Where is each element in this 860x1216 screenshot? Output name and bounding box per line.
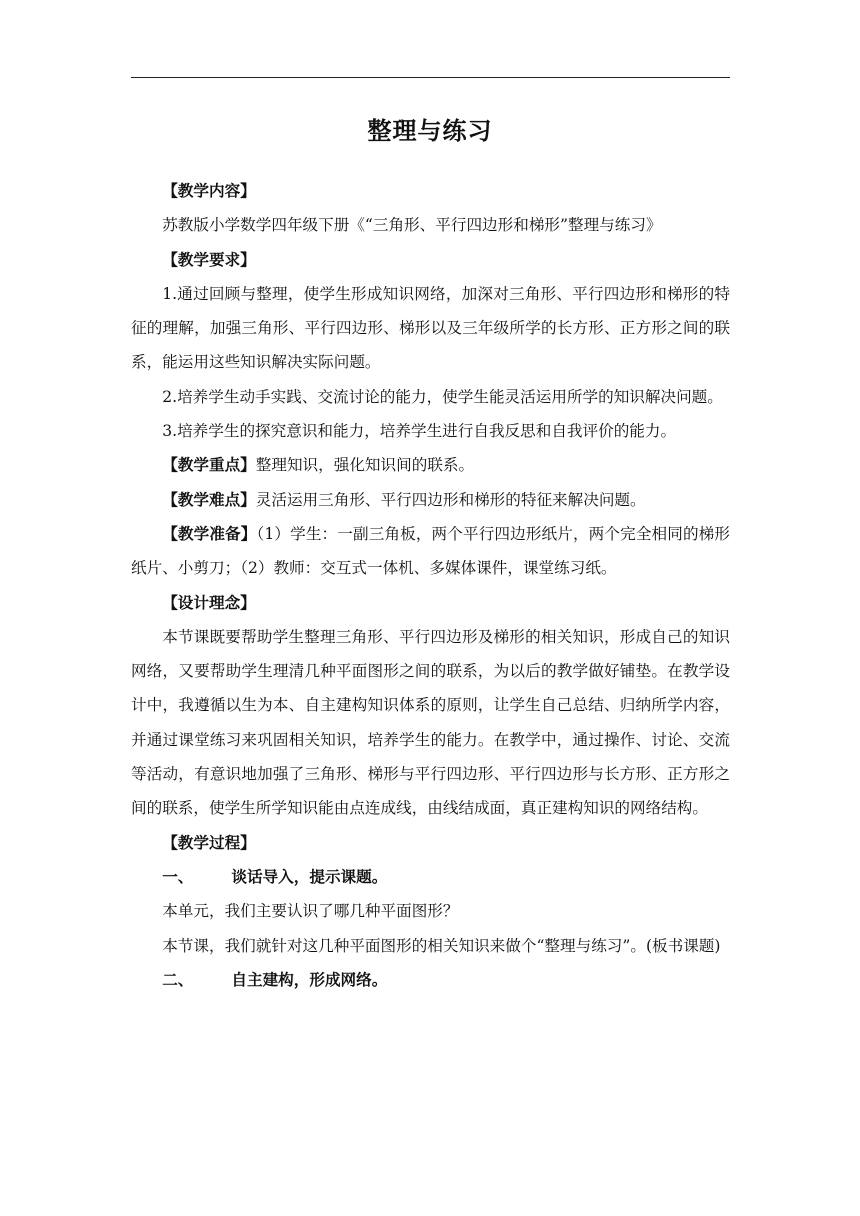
heading-design-concept: 【设计理念】 bbox=[162, 592, 256, 612]
paragraph-teaching-content: 苏教版小学数学四年级下册《“三角形、平行四边形和梯形”整理与练习》 bbox=[162, 216, 662, 235]
header-rule bbox=[131, 77, 730, 78]
step-2-heading bbox=[131, 963, 730, 997]
paragraph-preparation bbox=[131, 517, 730, 586]
preparation-text: （1）学生：一副三角板，两个平行四边形纸片，两个完全相同的梯形纸片、小剪刀；（2）教师：交互式一体机、多媒体课件，课堂练习纸。 bbox=[131, 524, 730, 578]
step-1-paragraph-1: 本单元，我们主要认识了哪几种平面图形？ bbox=[162, 902, 459, 921]
paragraph-difficulty bbox=[131, 483, 730, 517]
requirement-2: 2.培养学生动手实践、交流讨论的能力，使学生能灵活运用所学的知识解决问题。 bbox=[162, 387, 723, 406]
heading-preparation: 【教学准备】 bbox=[162, 523, 257, 543]
paragraph-design-concept: 本节课既要帮助学生整理三角形、平行四边形及梯形的相关知识，形成自己的知识网络，又要帮助学生理清几种平面图形之间的联系，为以后的教学做好铺垫。在教学设计中，我遵循以生为本、自主建构知识体系的原则，让学生自己总结、归纳所学内容，并通过课堂练习来巩固相关知识，培养学生的能力。在教学中，通过操作、讨论、交流等活动，有意识地加强了三角形、梯形与平行四边形、平行四边形与长方形、正方形之间的联系，使学生所学知识能由点连成线，由线结成面，真正建构知识的网络结构。 bbox=[131, 627, 730, 818]
document-body bbox=[131, 174, 730, 997]
heading-difficulty: 【教学难点】 bbox=[162, 489, 256, 509]
difficulty-text: 灵活运用三角形、平行四边形和梯形的特征来解决问题。 bbox=[255, 490, 646, 509]
step-1-number: 一、 bbox=[162, 866, 194, 886]
page-title: 整理与练习 bbox=[367, 116, 493, 145]
requirement-1: 1.通过回顾与整理，使学生形成知识网络，加深对三角形、平行四边形和梯形的特征的理解，加强三角形、平行四边形、梯形以及三年级所学的长方形、正方形之间的联系，能运用这些知识解决实际问题。 bbox=[131, 284, 730, 372]
step-2-title: 自主建构，形成网络。 bbox=[231, 969, 388, 989]
step-1-heading bbox=[131, 860, 730, 894]
heading-teaching-process: 【教学过程】 bbox=[162, 832, 256, 852]
requirement-3: 3.培养学生的探究意识和能力，培养学生进行自我反思和自我评价的能力。 bbox=[162, 422, 677, 441]
step-1-title: 谈话导入，提示课题。 bbox=[231, 866, 388, 886]
paragraph-key-point bbox=[131, 448, 730, 482]
heading-teaching-content: 【教学内容】 bbox=[162, 181, 256, 200]
heading-key-point: 【教学重点】 bbox=[162, 455, 256, 475]
step-2-number: 二、 bbox=[162, 969, 194, 989]
heading-teaching-requirements: 【教学要求】 bbox=[162, 249, 256, 269]
key-point-text: 整理知识，强化知识间的联系。 bbox=[255, 456, 475, 475]
step-1-paragraph-2: 本节课，我们就针对这几种平面图形的相关知识来做个“整理与练习”。(板书课题) bbox=[162, 936, 721, 955]
